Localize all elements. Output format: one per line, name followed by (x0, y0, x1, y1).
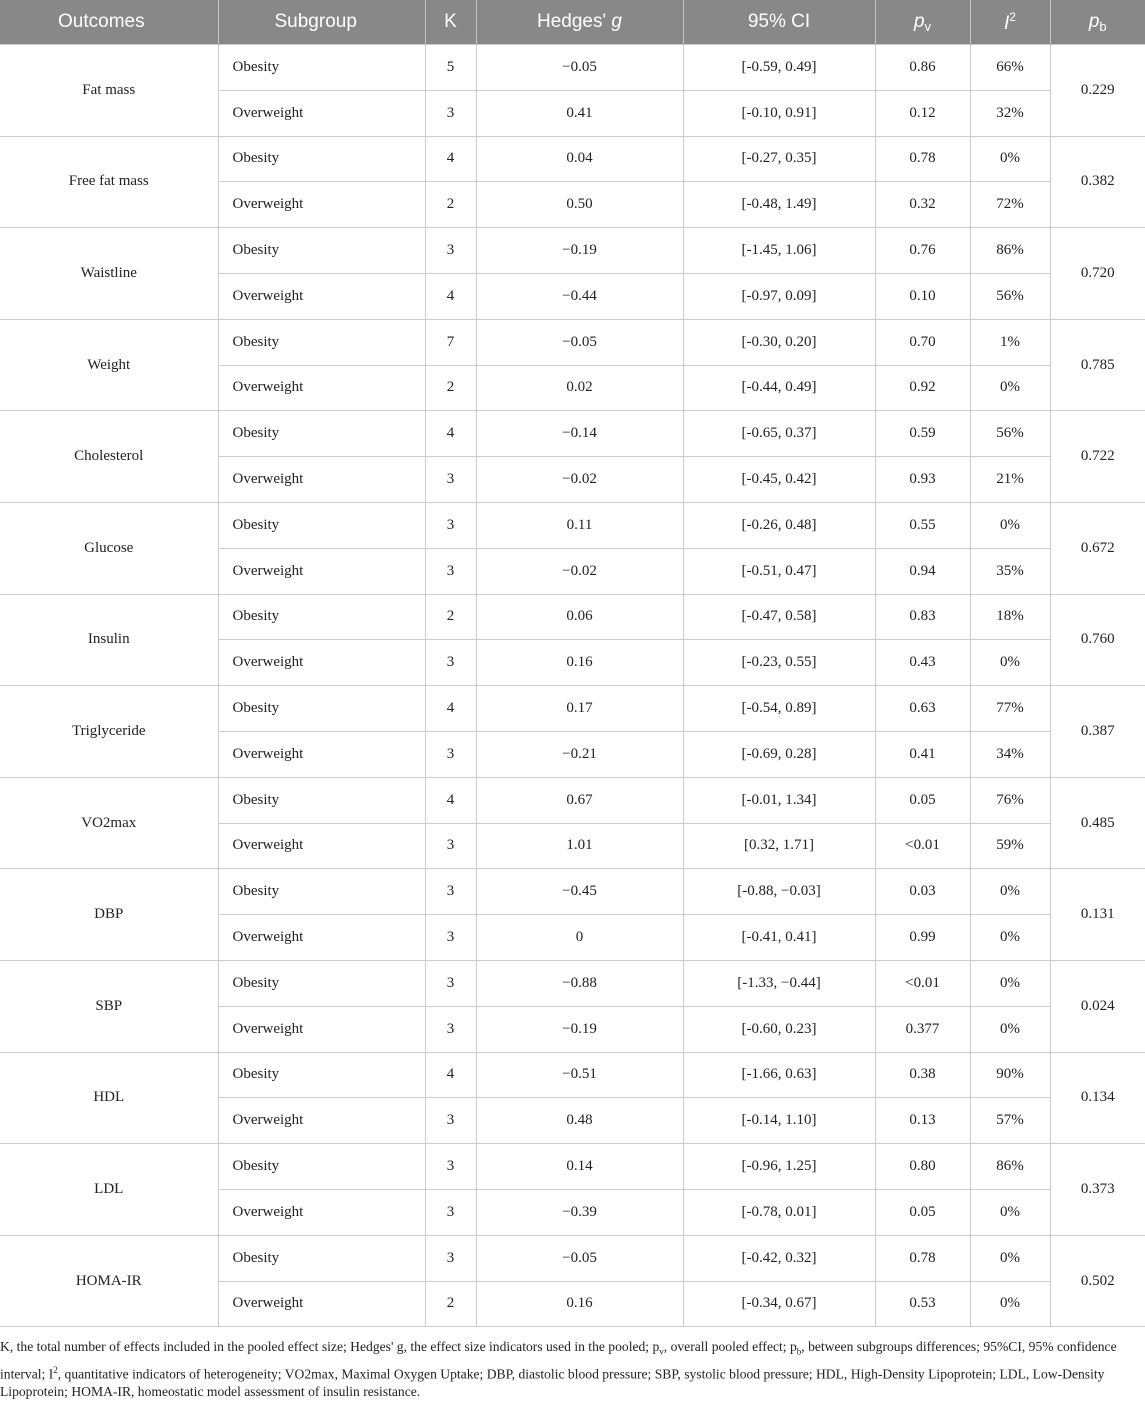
i2-cell: 1% (970, 319, 1050, 365)
hedges-g-cell: −0.05 (476, 1235, 683, 1281)
pv-cell: 0.93 (875, 457, 970, 503)
outcome-name-cell: Cholesterol (0, 411, 218, 503)
table-header (0, 0, 1145, 45)
ci-cell: [-1.45, 1.06] (683, 228, 875, 274)
ci-cell: [-0.48, 1.49] (683, 182, 875, 228)
pv-cell: 0.53 (875, 1281, 970, 1327)
hedges-g-cell: −0.51 (476, 1052, 683, 1098)
i2-cell: 57% (970, 1098, 1050, 1144)
hedges-g-cell: −0.45 (476, 869, 683, 915)
k-cell: 2 (425, 182, 476, 228)
header-hedges-label: Hedges' (537, 11, 607, 32)
k-cell: 3 (425, 869, 476, 915)
k-cell: 4 (425, 136, 476, 182)
i2-cell: 34% (970, 731, 1050, 777)
pv-cell: 0.05 (875, 777, 970, 823)
pb-cell: 0.131 (1050, 869, 1145, 961)
pv-cell: <0.01 (875, 823, 970, 869)
hedges-g-cell: −0.44 (476, 273, 683, 319)
footnote-sup-2: 2 (53, 1364, 58, 1375)
pv-cell: 0.43 (875, 640, 970, 686)
k-cell: 4 (425, 411, 476, 457)
hedges-g-cell: 0.16 (476, 1281, 683, 1327)
pv-cell: 0.83 (875, 594, 970, 640)
k-cell: 3 (425, 1006, 476, 1052)
k-cell: 7 (425, 319, 476, 365)
i2-cell: 35% (970, 548, 1050, 594)
subgroup-cell: Obesity (218, 228, 425, 274)
header-outcomes: Outcomes (0, 0, 218, 45)
k-cell: 4 (425, 686, 476, 732)
subgroup-cell: Obesity (218, 136, 425, 182)
header-pv-sub: v (924, 18, 932, 34)
header-i2 (970, 0, 1050, 45)
header-subgroup: Subgroup (218, 0, 425, 45)
i2-cell: 0% (970, 502, 1050, 548)
header-ci: 95% CI (683, 0, 875, 45)
header-i2-sup: 2 (1009, 9, 1016, 24)
header-k: K (425, 0, 476, 45)
hedges-g-cell: −0.39 (476, 1189, 683, 1235)
table-row (0, 1235, 1145, 1281)
pb-cell: 0.672 (1050, 502, 1145, 594)
ci-cell: [-0.30, 0.20] (683, 319, 875, 365)
i2-cell: 0% (970, 1006, 1050, 1052)
table-row (0, 502, 1145, 548)
i2-cell: 0% (970, 1189, 1050, 1235)
outcome-name-cell: Triglyceride (0, 686, 218, 778)
i2-cell: 90% (970, 1052, 1050, 1098)
subgroup-cell: Overweight (218, 1098, 425, 1144)
subgroup-cell: Obesity (218, 869, 425, 915)
k-cell: 4 (425, 777, 476, 823)
subgroup-cell: Overweight (218, 640, 425, 686)
ci-cell: [-0.60, 0.23] (683, 1006, 875, 1052)
table-body (0, 45, 1145, 1327)
pv-cell: 0.32 (875, 182, 970, 228)
i2-cell: 0% (970, 640, 1050, 686)
i2-cell: 0% (970, 869, 1050, 915)
pb-cell: 0.387 (1050, 686, 1145, 778)
subgroup-cell: Obesity (218, 319, 425, 365)
hedges-g-cell: 0.11 (476, 502, 683, 548)
table-row (0, 869, 1145, 915)
ci-cell: [-0.27, 0.35] (683, 136, 875, 182)
table-row (0, 686, 1145, 732)
header-i2-letter: I (1004, 12, 1010, 34)
hedges-g-cell: 0.06 (476, 594, 683, 640)
k-cell: 3 (425, 1098, 476, 1144)
hedges-g-cell: −0.19 (476, 228, 683, 274)
k-cell: 3 (425, 1189, 476, 1235)
pv-cell: 0.70 (875, 319, 970, 365)
ci-cell: [0.32, 1.71] (683, 823, 875, 869)
hedges-g-cell: 0.48 (476, 1098, 683, 1144)
i2-cell: 18% (970, 594, 1050, 640)
k-cell: 4 (425, 1052, 476, 1098)
ci-cell: [-0.47, 0.58] (683, 594, 875, 640)
ci-cell: [-1.33, −0.44] (683, 960, 875, 1006)
i2-cell: 56% (970, 273, 1050, 319)
ci-cell: [-0.34, 0.67] (683, 1281, 875, 1327)
outcome-name-cell: VO2max (0, 777, 218, 869)
i2-cell: 0% (970, 365, 1050, 411)
outcome-name-cell: Insulin (0, 594, 218, 686)
k-cell: 4 (425, 273, 476, 319)
pv-cell: 0.78 (875, 1235, 970, 1281)
table-row (0, 777, 1145, 823)
ci-cell: [-0.10, 0.91] (683, 90, 875, 136)
hedges-g-cell: −0.05 (476, 45, 683, 91)
outcome-name-cell: Fat mass (0, 45, 218, 137)
hedges-g-cell: 0.04 (476, 136, 683, 182)
header-row (0, 0, 1145, 45)
outcome-name-cell: SBP (0, 960, 218, 1052)
subgroup-cell: Overweight (218, 365, 425, 411)
ci-cell: [-0.78, 0.01] (683, 1189, 875, 1235)
hedges-g-cell: 0.02 (476, 365, 683, 411)
k-cell: 2 (425, 594, 476, 640)
pb-cell: 0.485 (1050, 777, 1145, 869)
pv-cell: 0.59 (875, 411, 970, 457)
pb-cell: 0.024 (1050, 960, 1145, 1052)
outcome-name-cell: LDL (0, 1144, 218, 1236)
k-cell: 2 (425, 1281, 476, 1327)
subgroup-cell: Obesity (218, 502, 425, 548)
k-cell: 2 (425, 365, 476, 411)
outcome-name-cell: HOMA-IR (0, 1235, 218, 1327)
table-row (0, 411, 1145, 457)
i2-cell: 86% (970, 228, 1050, 274)
ci-cell: [-0.59, 0.49] (683, 45, 875, 91)
subgroup-cell: Overweight (218, 731, 425, 777)
hedges-g-cell: 0 (476, 915, 683, 961)
subgroup-cell: Overweight (218, 548, 425, 594)
k-cell: 3 (425, 915, 476, 961)
hedges-g-cell: −0.14 (476, 411, 683, 457)
pv-cell: 0.05 (875, 1189, 970, 1235)
pv-cell: 0.80 (875, 1144, 970, 1190)
table-row (0, 319, 1145, 365)
hedges-g-cell: −0.21 (476, 731, 683, 777)
i2-cell: 0% (970, 960, 1050, 1006)
table-row (0, 228, 1145, 274)
header-hedges-g (476, 0, 683, 45)
table-row (0, 45, 1145, 91)
hedges-g-cell: 1.01 (476, 823, 683, 869)
ci-cell: [-0.14, 1.10] (683, 1098, 875, 1144)
pb-cell: 0.722 (1050, 411, 1145, 503)
i2-cell: 76% (970, 777, 1050, 823)
pv-cell: <0.01 (875, 960, 970, 1006)
k-cell: 3 (425, 731, 476, 777)
k-cell: 3 (425, 90, 476, 136)
subgroup-cell: Overweight (218, 457, 425, 503)
outcome-name-cell: DBP (0, 869, 218, 961)
pv-cell: 0.10 (875, 273, 970, 319)
pv-cell: 0.94 (875, 548, 970, 594)
i2-cell: 72% (970, 182, 1050, 228)
outcome-name-cell: HDL (0, 1052, 218, 1144)
pb-cell: 0.760 (1050, 594, 1145, 686)
i2-cell: 56% (970, 411, 1050, 457)
i2-cell: 0% (970, 1281, 1050, 1327)
subgroup-cell: Obesity (218, 1235, 425, 1281)
k-cell: 3 (425, 1144, 476, 1190)
subgroup-cell: Obesity (218, 686, 425, 732)
subgroup-cell: Obesity (218, 45, 425, 91)
subgroup-cell: Overweight (218, 915, 425, 961)
k-cell: 3 (425, 1235, 476, 1281)
table-row (0, 136, 1145, 182)
ci-cell: [-0.69, 0.28] (683, 731, 875, 777)
k-cell: 3 (425, 960, 476, 1006)
hedges-g-cell: −0.19 (476, 1006, 683, 1052)
pb-cell: 0.229 (1050, 45, 1145, 137)
i2-cell: 21% (970, 457, 1050, 503)
header-pb-letter: p (1088, 10, 1100, 32)
ci-cell: [-1.66, 0.63] (683, 1052, 875, 1098)
ci-cell: [-0.41, 0.41] (683, 915, 875, 961)
footnote-part2: , overall pooled effect; p (663, 1339, 797, 1354)
k-cell: 5 (425, 45, 476, 91)
ci-cell: [-0.51, 0.47] (683, 548, 875, 594)
subgroup-cell: Obesity (218, 1052, 425, 1098)
hedges-g-cell: 0.14 (476, 1144, 683, 1190)
ci-cell: [-0.26, 0.48] (683, 502, 875, 548)
footnote-sub-v: v (659, 1346, 664, 1357)
i2-cell: 77% (970, 686, 1050, 732)
outcome-name-cell: Waistline (0, 228, 218, 320)
k-cell: 3 (425, 228, 476, 274)
i2-cell: 0% (970, 915, 1050, 961)
ci-cell: [-0.65, 0.37] (683, 411, 875, 457)
footnote-part4: , quantitative indicators of heterogeneity; VO2max, Maximal Oxygen Uptake; DBP, diastolic blood pressure; SBP, systolic blood pressure; HDL, High-Density Lipoprotein; LDL, Low-Density Lipoprotein; HOMA-IR, homeostatic model assessment of insulin resistance. (0, 1366, 1105, 1400)
hedges-g-cell: 0.16 (476, 640, 683, 686)
pv-cell: 0.41 (875, 731, 970, 777)
pb-cell: 0.373 (1050, 1144, 1145, 1236)
pv-cell: 0.12 (875, 90, 970, 136)
subgroup-cell: Overweight (218, 182, 425, 228)
pv-cell: 0.13 (875, 1098, 970, 1144)
pv-cell: 0.38 (875, 1052, 970, 1098)
hedges-g-cell: −0.02 (476, 548, 683, 594)
pb-cell: 0.785 (1050, 319, 1145, 411)
outcome-name-cell: Glucose (0, 502, 218, 594)
i2-cell: 66% (970, 45, 1050, 91)
subgroup-cell: Overweight (218, 90, 425, 136)
ci-cell: [-0.88, −0.03] (683, 869, 875, 915)
hedges-g-cell: 0.50 (476, 182, 683, 228)
pv-cell: 0.99 (875, 915, 970, 961)
hedges-g-cell: −0.02 (476, 457, 683, 503)
pv-cell: 0.78 (875, 136, 970, 182)
hedges-g-cell: 0.17 (476, 686, 683, 732)
pv-cell: 0.86 (875, 45, 970, 91)
pb-cell: 0.134 (1050, 1052, 1145, 1144)
table-row (0, 594, 1145, 640)
k-cell: 3 (425, 502, 476, 548)
ci-cell: [-0.01, 1.34] (683, 777, 875, 823)
subgroup-cell: Overweight (218, 1006, 425, 1052)
footnote-part3: , between subgroups differences; 95%CI, 95% confidence interval; I (0, 1339, 1117, 1382)
subgroup-cell: Obesity (218, 594, 425, 640)
table-footnote (0, 1338, 1130, 1401)
k-cell: 3 (425, 548, 476, 594)
footnote-part1: K, the total number of effects included in the pooled effect size; Hedges' g, the effect size indicators used in the pooled; p (0, 1339, 660, 1354)
hedges-g-cell: −0.88 (476, 960, 683, 1006)
pb-cell: 0.382 (1050, 136, 1145, 228)
header-pv-letter: p (913, 10, 925, 32)
ci-cell: [-0.45, 0.42] (683, 457, 875, 503)
table-row (0, 1052, 1145, 1098)
pv-cell: 0.377 (875, 1006, 970, 1052)
i2-cell: 0% (970, 1235, 1050, 1281)
header-hedges-g-letter: g (611, 11, 622, 32)
pb-cell: 0.502 (1050, 1235, 1145, 1327)
table-row (0, 960, 1145, 1006)
ci-cell: [-0.54, 0.89] (683, 686, 875, 732)
ci-cell: [-0.23, 0.55] (683, 640, 875, 686)
subgroup-cell: Obesity (218, 411, 425, 457)
table-row (0, 1144, 1145, 1190)
subgroup-cell: Obesity (218, 960, 425, 1006)
hedges-g-cell: 0.41 (476, 90, 683, 136)
pv-cell: 0.55 (875, 502, 970, 548)
k-cell: 3 (425, 457, 476, 503)
ci-cell: [-0.44, 0.49] (683, 365, 875, 411)
k-cell: 3 (425, 823, 476, 869)
footnote-sub-b: b (796, 1346, 802, 1357)
subgroup-cell: Overweight (218, 273, 425, 319)
subgroup-cell: Overweight (218, 1189, 425, 1235)
outcome-name-cell: Free fat mass (0, 136, 218, 228)
subgroup-cell: Obesity (218, 777, 425, 823)
pv-cell: 0.63 (875, 686, 970, 732)
subgroup-cell: Overweight (218, 823, 425, 869)
pb-cell: 0.720 (1050, 228, 1145, 320)
i2-cell: 86% (970, 1144, 1050, 1190)
header-pb (1050, 0, 1145, 45)
pv-cell: 0.03 (875, 869, 970, 915)
header-pv (875, 0, 970, 45)
outcome-name-cell: Weight (0, 319, 218, 411)
ci-cell: [-0.96, 1.25] (683, 1144, 875, 1190)
i2-cell: 0% (970, 136, 1050, 182)
subgroup-cell: Obesity (218, 1144, 425, 1190)
i2-cell: 59% (970, 823, 1050, 869)
k-cell: 3 (425, 640, 476, 686)
header-pb-sub: b (1099, 18, 1107, 34)
hedges-g-cell: 0.67 (476, 777, 683, 823)
ci-cell: [-0.97, 0.09] (683, 273, 875, 319)
ci-cell: [-0.42, 0.32] (683, 1235, 875, 1281)
pv-cell: 0.76 (875, 228, 970, 274)
subgroup-cell: Overweight (218, 1281, 425, 1327)
hedges-g-cell: −0.05 (476, 319, 683, 365)
i2-cell: 32% (970, 90, 1050, 136)
pv-cell: 0.92 (875, 365, 970, 411)
